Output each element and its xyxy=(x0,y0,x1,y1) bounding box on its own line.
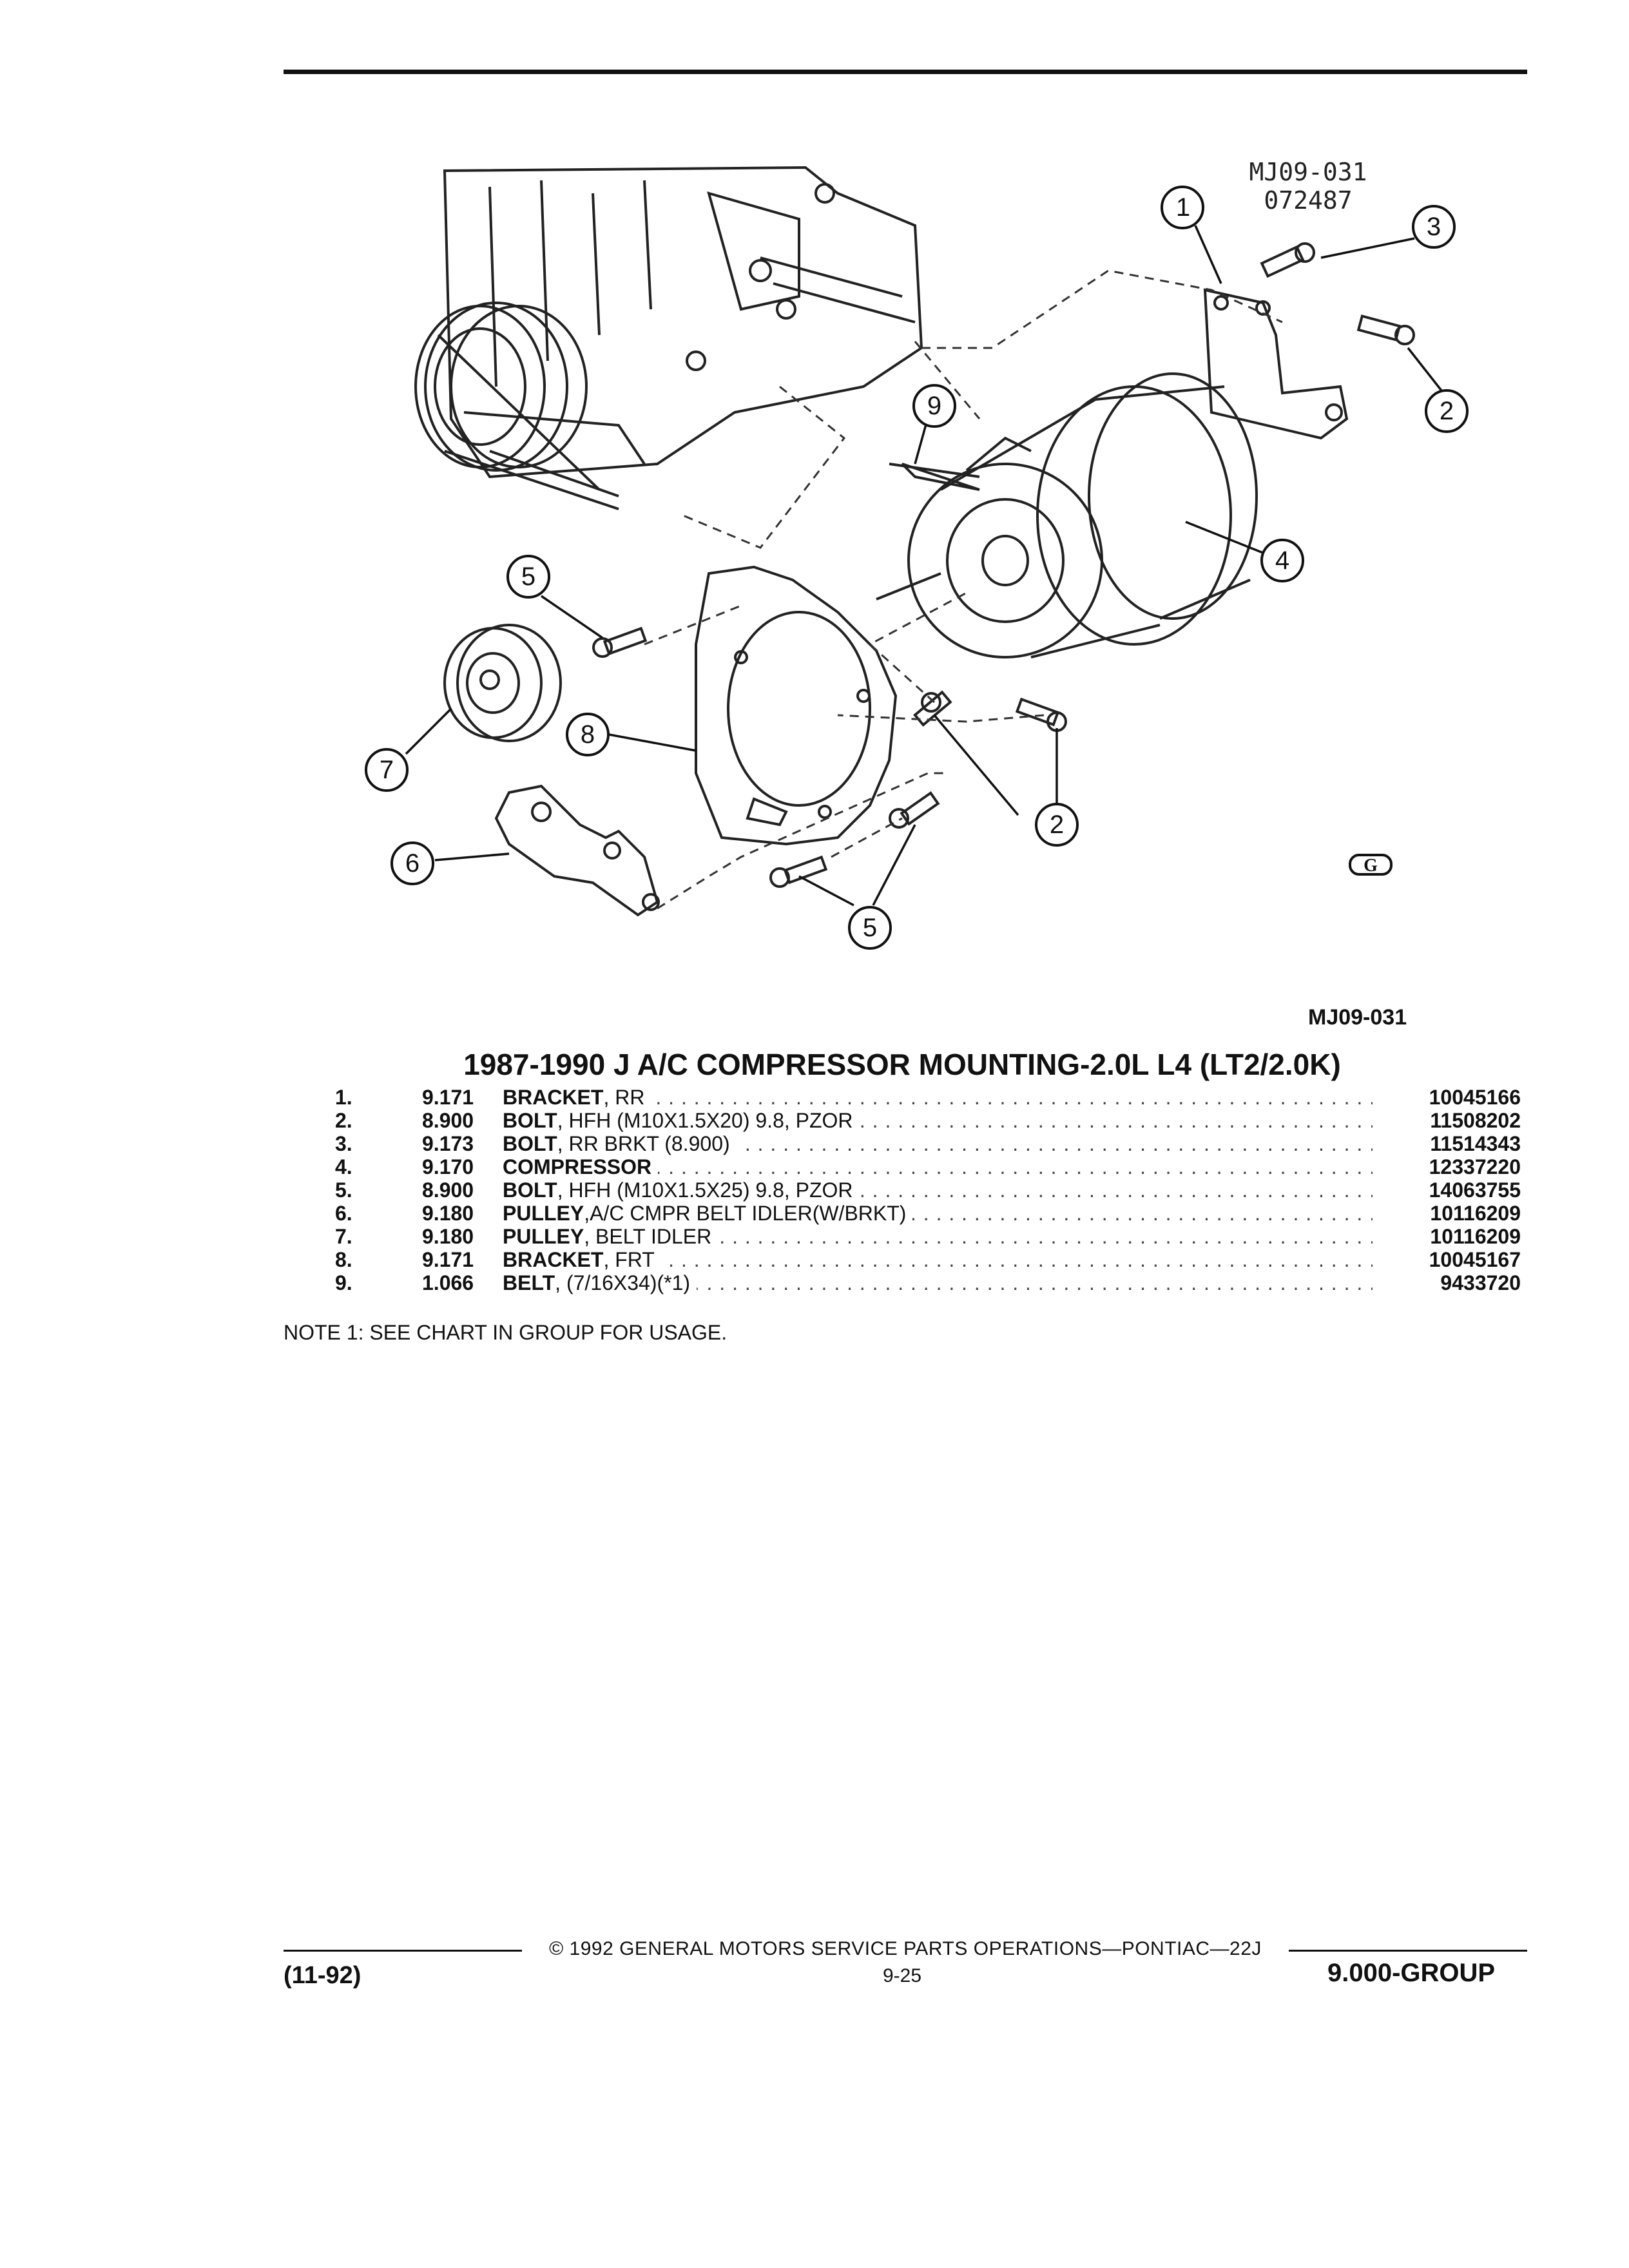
bolt-2-top-drawing xyxy=(1358,316,1414,344)
callout-1: 1 xyxy=(1175,193,1191,222)
part-description xyxy=(503,1248,1373,1271)
part-item-number: 7. xyxy=(335,1225,352,1248)
part-row xyxy=(335,1178,1521,1202)
part-row xyxy=(335,1109,1521,1132)
part-row xyxy=(335,1225,1521,1248)
part-name: BELT xyxy=(503,1271,555,1294)
part-item-number: 6. xyxy=(335,1202,352,1225)
engine-block xyxy=(445,168,921,496)
footer-group: 9.000-GROUP xyxy=(1327,1959,1496,1987)
part-item-number: 9. xyxy=(335,1271,352,1294)
part-description xyxy=(503,1178,1373,1202)
part-number: 14063755 xyxy=(1429,1178,1521,1202)
part-number: 11514343 xyxy=(1430,1132,1521,1155)
part-description xyxy=(503,1155,1373,1178)
part-number: 10045167 xyxy=(1429,1248,1521,1271)
part-item-number: 3. xyxy=(335,1132,352,1155)
part-number: 10116209 xyxy=(1430,1202,1521,1225)
logo-g-icon xyxy=(1350,855,1391,876)
part-detail: ,A/C CMPR BELT IDLER(W/BRKT) xyxy=(584,1202,907,1225)
part-row xyxy=(335,1271,1521,1294)
part-item-number: 2. xyxy=(335,1109,352,1132)
part-item-number: 8. xyxy=(335,1248,352,1271)
footer-copyright: © 1992 GENERAL MOTORS SERVICE PARTS OPERATIONS—PONTIAC—22J xyxy=(549,1938,1262,1959)
callout-7: 7 xyxy=(379,756,394,784)
part-item-number: 5. xyxy=(335,1178,352,1202)
page-title: 1987-1990 J A/C COMPRESSOR MOUNTING-2.0L L4 (LT2/2.0K) xyxy=(463,1048,1341,1081)
figure-date-code: 072487 xyxy=(1264,186,1353,215)
callout-5-top: 5 xyxy=(521,562,536,591)
part-name: BOLT xyxy=(503,1178,557,1202)
part-description xyxy=(503,1132,1373,1155)
parts-list xyxy=(335,1086,1521,1294)
part-name: BRACKET xyxy=(503,1248,604,1271)
callout-2-top: 2 xyxy=(1439,397,1454,425)
part-group-number: 8.900 xyxy=(422,1178,474,1202)
crank-pulley xyxy=(416,303,619,509)
footer-rule-left xyxy=(284,1950,522,1952)
callout-5-bottom: 5 xyxy=(862,914,878,942)
part-group-number: 9.173 xyxy=(422,1132,474,1155)
part-row xyxy=(335,1155,1521,1178)
callout-8: 8 xyxy=(580,720,595,749)
part-description xyxy=(503,1109,1373,1132)
footer-date: (11-92) xyxy=(284,1962,361,1989)
part-group-number: 9.180 xyxy=(422,1225,474,1248)
figure-reference: MJ09-031 xyxy=(1308,1005,1407,1030)
callout-4: 4 xyxy=(1275,546,1290,575)
part-group-number: 9.180 xyxy=(422,1202,474,1225)
part-description xyxy=(503,1271,1373,1294)
part-group-number: 8.900 xyxy=(422,1109,474,1132)
part-name: PULLEY xyxy=(503,1202,584,1225)
exploded-view-drawing xyxy=(0,0,1629,992)
part-name: BOLT xyxy=(503,1109,557,1132)
logo-letter: G xyxy=(1364,856,1378,876)
part-number: 10116209 xyxy=(1430,1225,1521,1248)
part-group-number: 9.170 xyxy=(422,1155,474,1178)
part-detail: , HFH (M10X1.5X20) 9.8, PZOR xyxy=(557,1109,853,1132)
part-group-number: 1.066 xyxy=(422,1271,474,1294)
part-item-number: 1. xyxy=(335,1086,352,1109)
part-number: 11508202 xyxy=(1430,1109,1521,1132)
part-group-number: 9.171 xyxy=(422,1086,474,1109)
part-description xyxy=(503,1086,1373,1109)
part-row xyxy=(335,1086,1521,1109)
part-row xyxy=(335,1248,1521,1271)
part-row xyxy=(335,1202,1521,1225)
part-detail: , RR xyxy=(603,1086,645,1109)
part-name: BRACKET xyxy=(503,1086,604,1109)
part-number: 12337220 xyxy=(1429,1155,1521,1178)
part-detail: , HFH (M10X1.5X25) 9.8, PZOR xyxy=(557,1178,853,1202)
idler-bracket-drawing xyxy=(496,786,659,915)
callout-9: 9 xyxy=(927,392,942,420)
part-detail: , (7/16X34)(*1) xyxy=(555,1271,691,1294)
callout-6: 6 xyxy=(405,849,420,878)
part-detail: , FRT xyxy=(603,1248,655,1271)
part-row xyxy=(335,1132,1521,1155)
figure-id-top xyxy=(1211,158,1405,215)
part-name: PULLEY xyxy=(503,1225,584,1248)
part-name: COMPRESSOR xyxy=(503,1155,652,1178)
bolt-5-drawings xyxy=(593,628,938,887)
rear-bracket xyxy=(1205,290,1347,438)
part-detail: , BELT IDLER xyxy=(584,1225,712,1248)
bolt-2-drawings xyxy=(915,692,1066,731)
part-number: 9433720 xyxy=(1440,1271,1521,1294)
footer-page-number: 9-25 xyxy=(883,1965,922,1986)
figure-id-code: MJ09-031 xyxy=(1249,158,1367,186)
part-name: BOLT xyxy=(503,1132,557,1155)
part-detail: , RR BRKT (8.900) xyxy=(557,1132,730,1155)
callout-2-bottom: 2 xyxy=(1049,811,1065,839)
part-description xyxy=(503,1225,1373,1248)
usage-note: NOTE 1: SEE CHART IN GROUP FOR USAGE. xyxy=(284,1321,728,1344)
part-number: 10045166 xyxy=(1429,1086,1521,1109)
idler-pulley-drawing xyxy=(445,625,561,741)
callout-3: 3 xyxy=(1426,213,1441,241)
bolt-3-drawing xyxy=(1262,244,1314,276)
part-item-number: 4. xyxy=(335,1155,352,1178)
alignment-lines xyxy=(644,271,1282,908)
part-description xyxy=(503,1202,1373,1225)
front-bracket xyxy=(696,567,896,844)
footer-rule-right xyxy=(1289,1950,1527,1952)
part-group-number: 9.171 xyxy=(422,1248,474,1271)
